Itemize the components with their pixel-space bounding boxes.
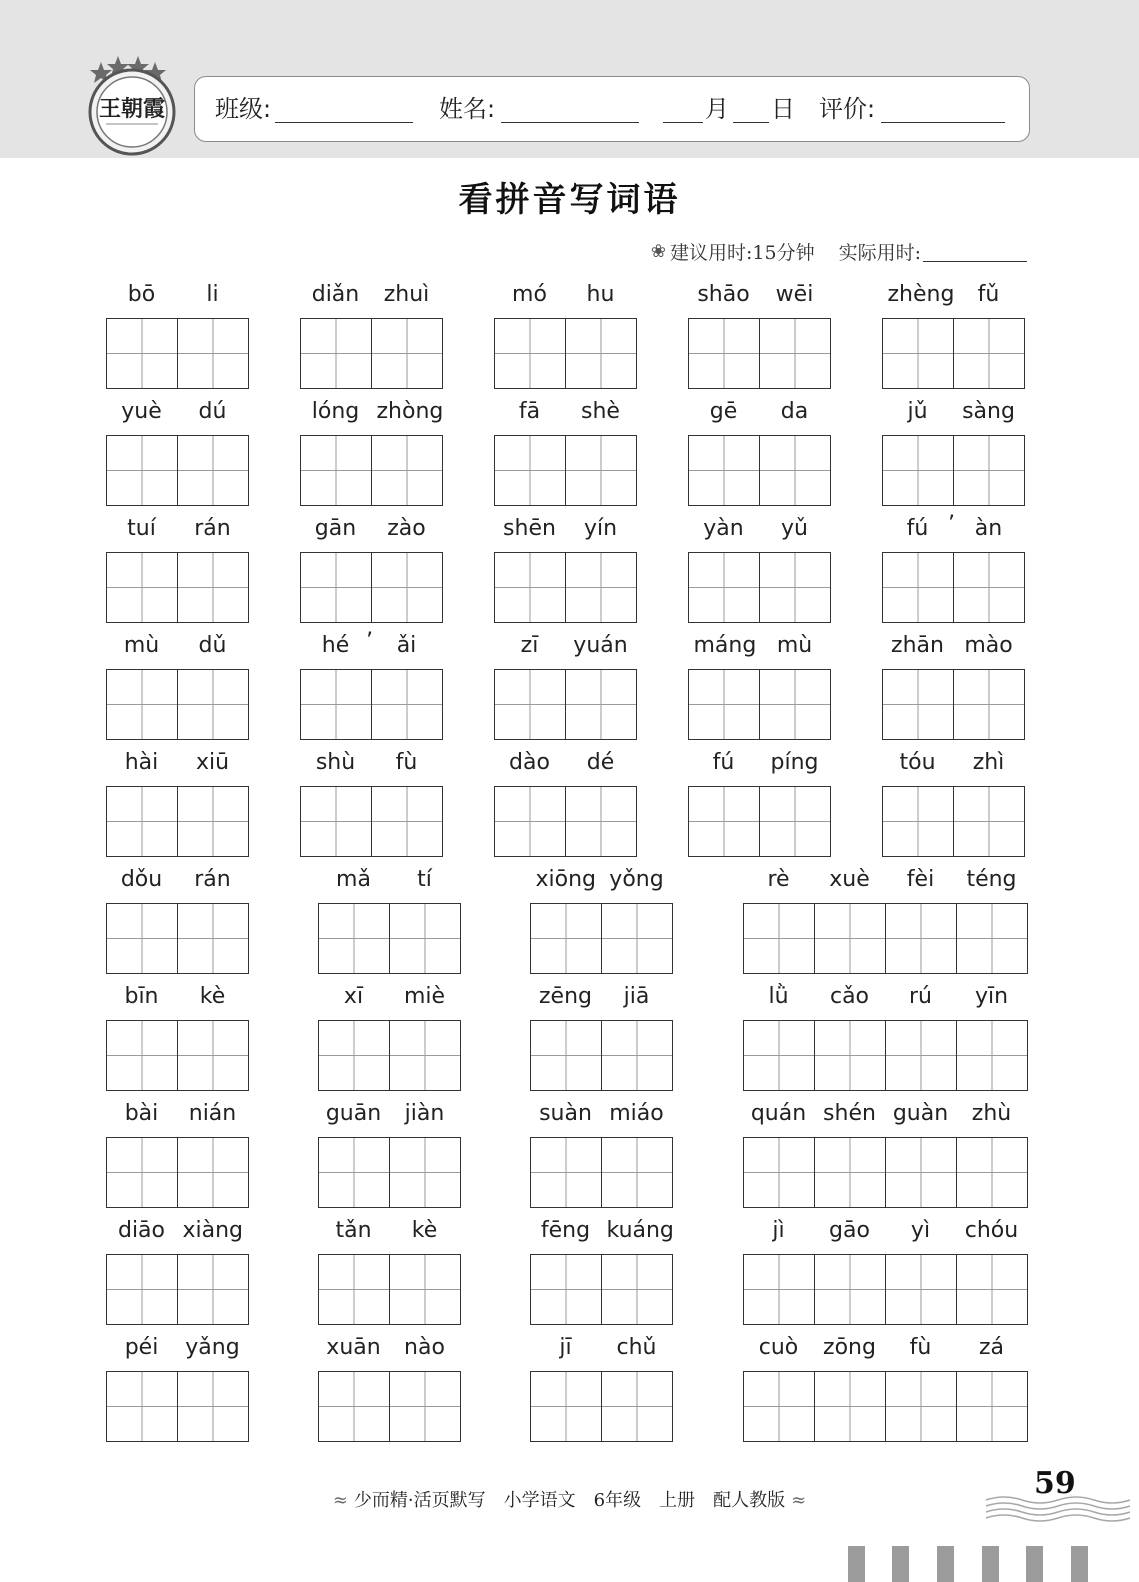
character-box[interactable]	[300, 435, 371, 506]
pinyin-label: yín	[583, 516, 618, 541]
pinyin-label: lóng	[311, 399, 360, 424]
pinyin-label: gān	[314, 516, 357, 541]
wave-icon: ≈	[332, 1490, 348, 1511]
pinyin-label: hu	[586, 282, 615, 307]
character-box[interactable]	[177, 786, 249, 857]
pinyin-label: mó	[512, 282, 547, 307]
character-box[interactable]	[601, 903, 673, 974]
character-box[interactable]	[177, 435, 249, 506]
pinyin-label: yuán	[573, 633, 628, 658]
character-box[interactable]	[177, 1137, 249, 1208]
character-box[interactable]	[371, 552, 443, 623]
character-box[interactable]	[530, 1020, 601, 1091]
character-box[interactable]	[743, 903, 814, 974]
character-box[interactable]	[106, 435, 177, 506]
pinyin-label: péi	[124, 1335, 159, 1360]
pinyin-label: rè	[767, 867, 790, 892]
pinyin-label: píng	[770, 750, 819, 775]
pinyin-label: yì	[910, 1218, 931, 1243]
pinyin-label: zhān	[891, 633, 944, 658]
month-label: 月	[705, 95, 729, 123]
character-box[interactable]	[885, 1137, 956, 1208]
class-label: 班级:	[215, 95, 272, 123]
wave-decoration	[986, 1494, 1130, 1524]
pinyin-label: miè	[403, 984, 446, 1009]
footer-text: 少而精·活页默写 小学语文 6年级 上册 配人教版	[353, 1490, 786, 1511]
pinyin-label: zhì	[972, 750, 1005, 775]
student-info-box	[194, 76, 1030, 142]
character-box[interactable]	[318, 1371, 389, 1442]
character-box[interactable]	[814, 1137, 885, 1208]
character-box[interactable]	[953, 318, 1025, 389]
pinyin-label: dǔ	[198, 633, 227, 658]
name-field[interactable]	[501, 122, 639, 123]
pinyin-label: wēi	[775, 282, 814, 307]
rating-field[interactable]	[881, 122, 1005, 123]
pinyin-label: fǔ	[977, 282, 1000, 307]
character-box[interactable]	[953, 435, 1025, 506]
character-box[interactable]	[759, 669, 831, 740]
pinyin-label: àn	[974, 516, 1003, 541]
character-box[interactable]	[371, 318, 443, 389]
pinyin-label: yǔ	[781, 516, 808, 541]
character-box[interactable]	[565, 435, 637, 506]
pinyin-label: tǎn	[335, 1218, 372, 1243]
character-box[interactable]	[300, 786, 371, 857]
pinyin-label: mù	[123, 633, 160, 658]
character-box[interactable]	[953, 669, 1025, 740]
pinyin-label: zēng	[539, 984, 592, 1009]
character-box[interactable]	[318, 903, 389, 974]
character-box[interactable]	[530, 1254, 601, 1325]
month-field[interactable]	[663, 122, 703, 123]
pinyin-label: bō	[127, 282, 156, 307]
edge-stripe	[848, 1546, 865, 1582]
flower-icon: ❀	[650, 241, 666, 262]
character-box[interactable]	[814, 1371, 885, 1442]
pinyin-label: tuí	[127, 516, 156, 541]
time-row	[651, 238, 1027, 265]
pinyin-label: rán	[194, 516, 231, 541]
character-box[interactable]	[371, 669, 443, 740]
pinyin-label: jiàn	[404, 1101, 445, 1126]
character-box[interactable]	[885, 903, 956, 974]
pinyin-label: shāo	[697, 282, 750, 307]
pinyin-label: guàn	[892, 1101, 949, 1126]
pinyin-label: jǔ	[907, 399, 928, 424]
pinyin-label: dào	[509, 750, 550, 775]
pinyin-label: hài	[124, 750, 159, 775]
class-field[interactable]	[275, 122, 413, 123]
pinyin-label: fú	[906, 516, 929, 541]
character-box[interactable]	[956, 1254, 1028, 1325]
actual-time-label: 实际用时:	[838, 242, 921, 264]
character-box[interactable]	[743, 1020, 814, 1091]
pinyin-label: diǎn	[311, 282, 360, 307]
page-title: 看拼音写词语	[458, 180, 681, 220]
character-box[interactable]	[106, 1371, 177, 1442]
pinyin-label: zhù	[971, 1101, 1012, 1126]
pinyin-label: fú	[712, 750, 735, 775]
character-box[interactable]	[300, 669, 371, 740]
pinyin-label: rú	[909, 984, 932, 1009]
pinyin-label: yàn	[703, 516, 744, 541]
pinyin-label: bīn	[124, 984, 159, 1009]
pinyin-label: guān	[325, 1101, 382, 1126]
pinyin-label: quán	[750, 1101, 807, 1126]
pinyin-label: fù	[395, 750, 418, 775]
syllable-separator: ’	[366, 629, 373, 654]
character-box[interactable]	[106, 1137, 177, 1208]
pinyin-label: xiū	[195, 750, 230, 775]
suggested-time: 建议用时:15分钟	[670, 242, 815, 264]
pinyin-label: zá	[978, 1335, 1005, 1360]
pinyin-label: yīn	[974, 984, 1009, 1009]
pinyin-label: diāo	[117, 1218, 166, 1243]
character-box[interactable]	[759, 552, 831, 623]
svg-text:王朝霞: 王朝霞	[98, 96, 166, 122]
character-box[interactable]	[885, 1020, 956, 1091]
pinyin-label: shù	[315, 750, 356, 775]
character-box[interactable]	[106, 786, 177, 857]
character-box[interactable]	[106, 1254, 177, 1325]
character-box[interactable]	[318, 1020, 389, 1091]
day-field[interactable]	[733, 122, 769, 123]
character-box[interactable]	[106, 552, 177, 623]
character-box[interactable]	[956, 903, 1028, 974]
character-box[interactable]	[759, 786, 831, 857]
pinyin-label: ǎi	[396, 633, 417, 658]
character-box[interactable]	[688, 552, 759, 623]
pinyin-label: dé	[586, 750, 615, 775]
pinyin-label: kè	[199, 984, 226, 1009]
pinyin-label: zhuì	[383, 282, 430, 307]
pinyin-label: nián	[188, 1101, 237, 1126]
character-box[interactable]	[814, 1020, 885, 1091]
rating-label: 评价:	[819, 95, 876, 123]
pinyin-label: tóu	[899, 750, 936, 775]
pinyin-label: gē	[709, 399, 738, 424]
pinyin-label: fēng	[540, 1218, 591, 1243]
pinyin-label: gāo	[829, 1218, 870, 1243]
character-box[interactable]	[885, 1254, 956, 1325]
character-box[interactable]	[953, 552, 1025, 623]
pinyin-label: suàn	[539, 1101, 592, 1126]
character-box[interactable]	[601, 1254, 673, 1325]
pinyin-label: cuò	[758, 1335, 799, 1360]
character-box[interactable]	[177, 1371, 249, 1442]
pinyin-label: rán	[194, 867, 231, 892]
pinyin-label: bài	[124, 1101, 159, 1126]
character-box[interactable]	[743, 1254, 814, 1325]
footer	[0, 1486, 1139, 1512]
pinyin-label: jì	[772, 1218, 785, 1243]
pinyin-label: fā	[518, 399, 541, 424]
pinyin-label: mǎ	[336, 867, 371, 892]
character-box[interactable]	[688, 435, 759, 506]
pinyin-label: sàng	[962, 399, 1015, 424]
pinyin-label: yuè	[121, 399, 162, 424]
character-box[interactable]	[882, 552, 953, 623]
character-box[interactable]	[300, 552, 371, 623]
brand-logo	[84, 56, 180, 156]
pinyin-label: hé	[321, 633, 350, 658]
wave-icon: ≈	[791, 1490, 807, 1511]
character-box[interactable]	[106, 669, 177, 740]
character-box[interactable]	[885, 1371, 956, 1442]
character-box[interactable]	[530, 903, 601, 974]
day-label: 日	[771, 95, 795, 123]
character-box[interactable]	[956, 1137, 1028, 1208]
character-box[interactable]	[494, 318, 565, 389]
character-box[interactable]	[389, 1371, 461, 1442]
pinyin-label: xiàng	[182, 1218, 244, 1243]
character-box[interactable]	[389, 1137, 461, 1208]
character-box[interactable]	[953, 786, 1025, 857]
pinyin-label: shēn	[503, 516, 556, 541]
page-number: 59	[1034, 1466, 1076, 1501]
pinyin-label: xī	[343, 984, 364, 1009]
character-box[interactable]	[106, 1020, 177, 1091]
pinyin-label: jī	[559, 1335, 572, 1360]
character-box[interactable]	[494, 669, 565, 740]
character-box[interactable]	[177, 1020, 249, 1091]
pinyin-label: fèi	[906, 867, 935, 892]
pinyin-label: dú	[198, 399, 227, 424]
pinyin-label: téng	[966, 867, 1017, 892]
character-box[interactable]	[177, 1254, 249, 1325]
pinyin-label: fù	[909, 1335, 932, 1360]
pinyin-label: zōng	[823, 1335, 876, 1360]
character-box[interactable]	[688, 318, 759, 389]
syllable-separator: ’	[948, 512, 955, 537]
pinyin-label: zào	[387, 516, 426, 541]
character-box[interactable]	[743, 1137, 814, 1208]
character-box[interactable]	[494, 786, 565, 857]
pinyin-label: yǎng	[185, 1335, 240, 1360]
character-box[interactable]	[530, 1137, 601, 1208]
edge-stripe	[1026, 1546, 1043, 1582]
pinyin-label: miáo	[609, 1101, 664, 1126]
character-box[interactable]	[106, 318, 177, 389]
character-box[interactable]	[759, 318, 831, 389]
pinyin-label: zhèng	[887, 282, 955, 307]
character-box[interactable]	[601, 1371, 673, 1442]
character-box[interactable]	[565, 669, 637, 740]
pinyin-label: jiā	[623, 984, 650, 1009]
edge-stripe	[892, 1546, 909, 1582]
pinyin-label: xuān	[326, 1335, 381, 1360]
name-label: 姓名:	[439, 95, 496, 123]
edge-stripe	[937, 1546, 954, 1582]
pinyin-label: yǒng	[609, 867, 664, 892]
pinyin-label: tí	[417, 867, 432, 892]
pinyin-label: mào	[964, 633, 1013, 658]
character-box[interactable]	[956, 1020, 1028, 1091]
character-box[interactable]	[601, 1020, 673, 1091]
character-box[interactable]	[565, 552, 637, 623]
actual-time-field[interactable]	[923, 241, 1027, 262]
pinyin-label: da	[780, 399, 809, 424]
character-box[interactable]	[494, 435, 565, 506]
character-box[interactable]	[371, 786, 443, 857]
character-box[interactable]	[688, 786, 759, 857]
character-box[interactable]	[177, 903, 249, 974]
character-box[interactable]	[565, 318, 637, 389]
pinyin-label: mù	[776, 633, 813, 658]
pinyin-label: lǜ	[768, 984, 789, 1009]
pinyin-label: xiōng	[535, 867, 596, 892]
edge-stripe	[982, 1546, 999, 1582]
character-box[interactable]	[318, 1137, 389, 1208]
character-box[interactable]	[743, 1371, 814, 1442]
pinyin-label: zhòng	[376, 399, 444, 424]
character-box[interactable]	[389, 903, 461, 974]
pinyin-label: kuáng	[606, 1218, 674, 1243]
pinyin-label: nào	[404, 1335, 445, 1360]
pinyin-label: zī	[520, 633, 539, 658]
pinyin-label: kè	[411, 1218, 438, 1243]
character-box[interactable]	[882, 318, 953, 389]
pinyin-label: chóu	[964, 1218, 1019, 1243]
character-box[interactable]	[177, 318, 249, 389]
character-box[interactable]	[494, 552, 565, 623]
character-box[interactable]	[814, 903, 885, 974]
character-box[interactable]	[759, 435, 831, 506]
character-box[interactable]	[565, 786, 637, 857]
character-box[interactable]	[601, 1137, 673, 1208]
character-box[interactable]	[688, 669, 759, 740]
character-box[interactable]	[882, 669, 953, 740]
pinyin-label: xuè	[829, 867, 870, 892]
character-box[interactable]	[177, 669, 249, 740]
character-box[interactable]	[389, 1020, 461, 1091]
pinyin-label: shè	[581, 399, 620, 424]
edge-stripe	[1071, 1546, 1088, 1582]
pinyin-label: cǎo	[829, 984, 870, 1009]
pinyin-label: dǒu	[120, 867, 163, 892]
character-box[interactable]	[882, 435, 953, 506]
character-box[interactable]	[300, 318, 371, 389]
character-box[interactable]	[956, 1371, 1028, 1442]
pinyin-label: li	[206, 282, 219, 307]
character-box[interactable]	[882, 786, 953, 857]
pinyin-label: máng	[693, 633, 757, 658]
character-box[interactable]	[106, 903, 177, 974]
character-box[interactable]	[177, 552, 249, 623]
character-box[interactable]	[530, 1371, 601, 1442]
character-box[interactable]	[318, 1254, 389, 1325]
character-box[interactable]	[389, 1254, 461, 1325]
character-box[interactable]	[371, 435, 443, 506]
pinyin-label: shén	[823, 1101, 876, 1126]
pinyin-label: chǔ	[616, 1335, 657, 1360]
character-box[interactable]	[814, 1254, 885, 1325]
